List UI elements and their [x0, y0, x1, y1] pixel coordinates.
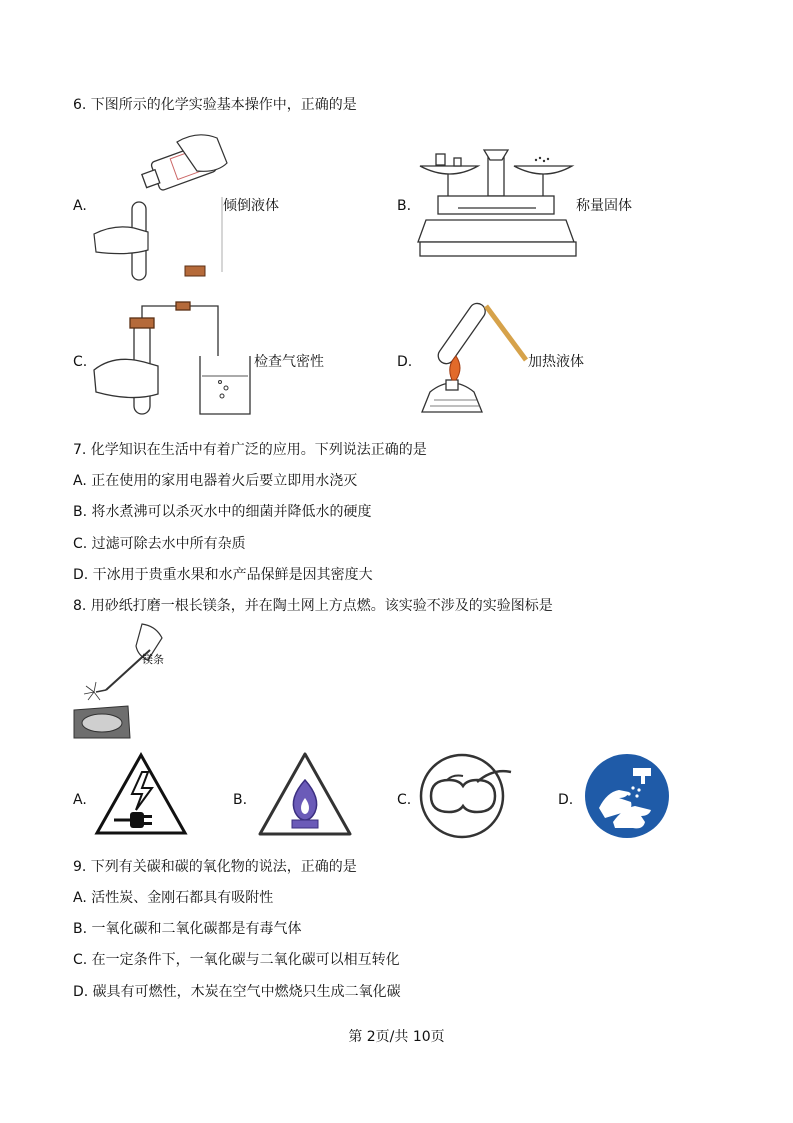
hand-wash-icon [583, 752, 671, 840]
balance-illustration [418, 148, 578, 260]
magnesium-burning-illustration [72, 620, 172, 740]
page-number-footer: 第 2页/共 10页 [348, 1029, 445, 1045]
pouring-liquid-illustration [92, 122, 232, 282]
magnesium-strip-label: 镁条 [142, 653, 164, 666]
q6-option-a-letter: A. [73, 198, 87, 214]
q6-stem: 6. 下图所示的化学实验基本操作中，正确的是 [73, 97, 357, 113]
q8-option-c-letter: C. [397, 792, 412, 808]
q6-option-b-caption: 称量固体 [576, 198, 632, 214]
heating-liquid-illustration [420, 296, 530, 420]
q7-option-d: D. 干冰用于贵重水果和水产品保鲜是因其密度大 [73, 567, 373, 583]
goggles-icon [417, 752, 517, 840]
q8-option-b-letter: B. [233, 792, 248, 808]
q8-option-a-letter: A. [73, 792, 87, 808]
q9-option-c: C. 在一定条件下，一氧化碳与二氧化碳可以相互转化 [73, 952, 400, 968]
q6-option-c-letter: C. [73, 354, 88, 370]
q6-option-d-letter: D. [397, 354, 413, 370]
open-flame-icon [256, 750, 354, 838]
q9-stem: 9. 下列有关碳和碳的氧化物的说法，正确的是 [73, 859, 357, 875]
electric-hazard-icon [94, 752, 188, 836]
q6-option-b-letter: B. [397, 198, 412, 214]
q7-option-a: A. 正在使用的家用电器着火后要立即用水浇灭 [73, 473, 358, 489]
q8-stem: 8. 用砂纸打磨一根长镁条，并在陶土网上方点燃。该实验不涉及的实验图标是 [73, 598, 553, 614]
q7-stem: 7. 化学知识在生活中有着广泛的应用。下列说法正确的是 [73, 442, 427, 458]
q7-option-c: C. 过滤可除去水中所有杂质 [73, 536, 246, 552]
q9-option-b: B. 一氧化碳和二氧化碳都是有毒气体 [73, 921, 302, 937]
q7-option-b: B. 将水煮沸可以杀灭水中的细菌并降低水的硬度 [73, 504, 372, 520]
q8-option-d-letter: D. [558, 792, 574, 808]
q6-option-a-caption: 倾倒液体 [223, 198, 279, 214]
q6-option-c-caption: 检查气密性 [254, 354, 324, 370]
q9-option-a: A. 活性炭、金刚石都具有吸附性 [73, 890, 274, 906]
q6-option-d-caption: 加热液体 [528, 354, 584, 370]
airtightness-check-illustration [92, 300, 272, 420]
q9-option-d: D. 碳具有可燃性，木炭在空气中燃烧只生成二氧化碳 [73, 984, 401, 1000]
